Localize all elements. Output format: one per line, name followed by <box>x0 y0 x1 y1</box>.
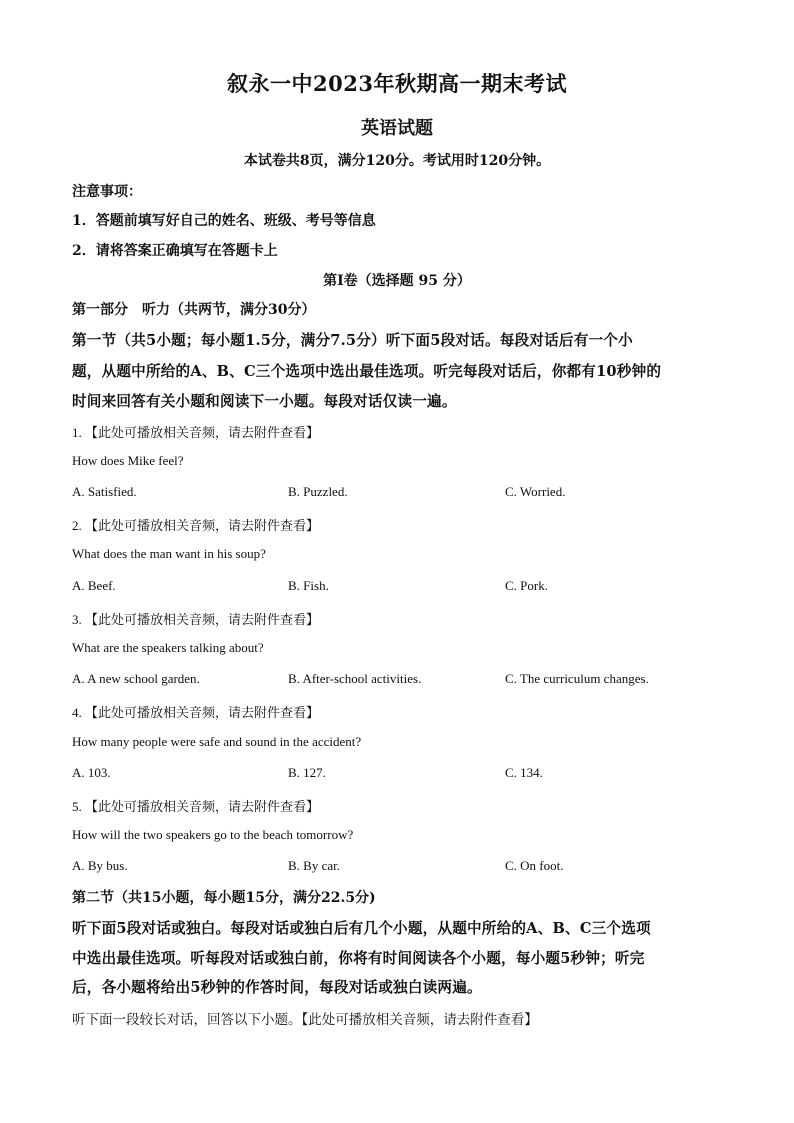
section2-instructions: 后，各小题将给出5秒钟的作答时间，每段对话或独白读两遍。 <box>72 979 482 996</box>
option-c: C. On foot. <box>505 858 564 873</box>
option-c: C. The curriculum changes. <box>505 671 649 686</box>
question-stem: How will the two speakers go to the beach tomorrow? <box>72 827 354 842</box>
audio-placeholder: 4. 【此处可播放相关音频，请去附件查看】 <box>72 705 320 720</box>
exam-subject: 英语试题 <box>361 118 433 139</box>
option-a: A. Satisfied. <box>72 484 137 499</box>
question-stem: What does the man want in his soup? <box>72 546 266 561</box>
volume-title: 第I卷（选择题 95 分） <box>323 273 471 289</box>
option-b: B. By car. <box>288 858 340 873</box>
option-a: A. A new school garden. <box>72 671 200 686</box>
option-c: C. Pork. <box>505 578 548 593</box>
question-stem: How many people were safe and sound in the accident? <box>72 734 362 749</box>
section1-instructions: 题，从题中所给的A、B、C三个选项中选出最佳选项。听完每段对话后，你都有10秒钟的 <box>72 363 662 380</box>
exam-title: 叙永一中2023年秋期高一期末考试 <box>227 71 567 96</box>
note-item: 2．请将答案正确填写在答题卡上 <box>72 243 278 259</box>
audio-placeholder: 5. 【此处可播放相关音频，请去附件查看】 <box>72 799 320 814</box>
option-b: B. 127. <box>288 765 326 780</box>
section1-instructions: 第一节（共5小题；每小题1.5分，满分7.5分）听下面5段对话。每段对话后有一个小 <box>72 332 633 349</box>
option-c: C. 134. <box>505 765 543 780</box>
section1-instructions: 时间来回答有关小题和阅读下一小题。每段对话仅读一遍。 <box>72 393 457 410</box>
question-stem: What are the speakers talking about? <box>72 640 264 655</box>
option-b: B. After-school activities. <box>288 671 422 686</box>
option-a: A. By bus. <box>72 858 128 873</box>
question-stem: How does Mike feel? <box>72 453 184 468</box>
audio-placeholder: 3. 【此处可播放相关音频，请去附件查看】 <box>72 612 320 627</box>
option-a: A. Beef. <box>72 578 116 593</box>
part1-heading: 第一部分 听力（共两节，满分30分） <box>72 302 316 318</box>
option-b: B. Fish. <box>288 578 329 593</box>
section2-heading: 第二节（共15小题，每小题15分，满分22.5分) <box>72 890 376 906</box>
exam-info: 本试卷共8页，满分120分。考试用时120分钟。 <box>243 153 551 169</box>
option-c: C. Worried. <box>505 484 566 499</box>
option-b: B. Puzzled. <box>288 484 348 499</box>
audio-placeholder: 1. 【此处可播放相关音频，请去附件查看】 <box>72 425 320 440</box>
option-a: A. 103. <box>72 765 111 780</box>
note-item: 1．答题前填写好自己的姓名、班级、考号等信息 <box>72 213 376 229</box>
section2-instructions: 中选出最佳选项。听每段对话或独白前，你将有时间阅读各个小题，每小题5秒钟；听完 <box>72 950 645 967</box>
notes-heading: 注意事项： <box>72 184 142 200</box>
audio-placeholder: 2. 【此处可播放相关音频，请去附件查看】 <box>72 518 320 533</box>
section2-audio-instruction: 听下面一段较长对话，回答以下小题。【此处可播放相关音频，请去附件查看】 <box>72 1012 538 1027</box>
section2-instructions: 听下面5段对话或独白。每段对话或独白后有几个小题，从题中所给的A、B、C三个选项 <box>72 920 651 937</box>
